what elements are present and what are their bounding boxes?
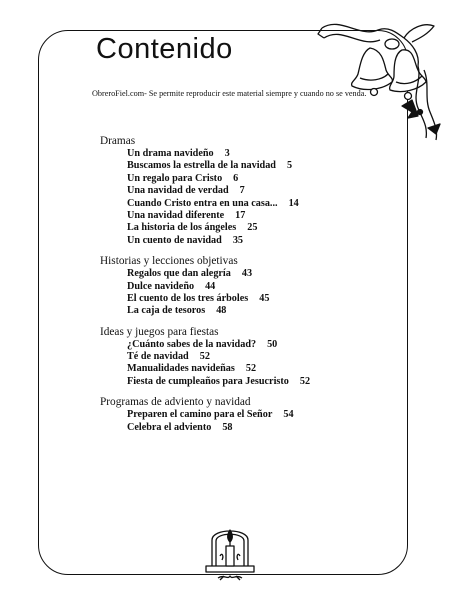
entry-label: Té de navidad: [127, 351, 189, 363]
entry-page: 52: [199, 351, 210, 363]
toc-entry: [127, 160, 310, 172]
toc-entry: [127, 305, 310, 317]
entry-label: Un drama navideño: [127, 148, 214, 159]
entry-label: Manualidades navideñas: [127, 363, 235, 375]
toc-entry: [127, 235, 310, 247]
section-title: Historias y lecciones objetivas: [100, 255, 238, 268]
section-title: Dramas: [100, 135, 136, 147]
toc-entry: [127, 268, 310, 280]
toc-section-ideas: [100, 325, 310, 389]
toc-entry: [127, 198, 310, 210]
toc-entry: [127, 281, 310, 293]
toc-entry: [127, 351, 310, 363]
entry-page: 50: [267, 338, 278, 350]
candle-icon: [200, 522, 260, 588]
section-title: Programas de adviento y navidad: [100, 396, 251, 409]
toc-entry: [127, 173, 310, 185]
toc-entry: [127, 210, 310, 222]
entry-label: ¿Cuánto sabes de la navidad?: [127, 338, 257, 350]
entry-label: La caja de tesoros: [127, 305, 206, 317]
entry-page: 48: [216, 305, 227, 317]
toc-section-programas: [100, 395, 310, 434]
toc-section-dramas: [100, 134, 310, 247]
entry-label: Celebra el adviento: [127, 421, 212, 433]
entry-label: Una navidad diferente: [127, 209, 225, 221]
toc-section-historias: [100, 254, 310, 318]
toc-entry: [127, 222, 310, 234]
entry-label: Un cuento de navidad: [127, 234, 222, 246]
entry-page: 43: [241, 268, 253, 280]
entry-page: 5: [286, 160, 293, 172]
toc-entry: [127, 363, 310, 375]
entry-page: 52: [245, 363, 257, 375]
entry-page: 44: [205, 280, 216, 292]
page-title: Contenido: [96, 33, 233, 65]
entry-page: 6: [233, 172, 239, 184]
entry-page: 7: [239, 185, 245, 197]
section-title: Ideas y juegos para fiestas: [100, 325, 219, 338]
entry-label: Buscamos la estrella de la navidad: [127, 160, 276, 172]
entry-label: Preparen el camino para el Señor: [127, 409, 273, 421]
entry-page: 35: [232, 234, 244, 246]
toc-entry: [127, 339, 310, 351]
entry-page: 52: [299, 375, 311, 387]
toc-entry: [127, 409, 310, 421]
entry-page: 17: [235, 209, 246, 221]
toc-entry: [127, 422, 310, 434]
entry-page: 14: [288, 197, 299, 209]
toc-entry: [127, 293, 310, 305]
entry-label: Regalos que dan alegría: [127, 268, 231, 280]
entry-label: Dulce navideño: [127, 280, 195, 292]
entry-label: Fiesta de cumpleaños para Jesucristo: [127, 375, 289, 387]
entry-page: 54: [283, 409, 294, 421]
table-of-contents: [100, 134, 310, 441]
entry-page: 25: [247, 222, 258, 234]
entry-page: 3: [224, 148, 230, 159]
entry-label: Una navidad de verdad: [127, 185, 229, 197]
copyright-notice: ObreroFiel.com- Se permite reproducir este material siempre y cuando no se venda.: [92, 89, 367, 98]
entry-page: 45: [259, 292, 270, 304]
toc-entry: [127, 185, 310, 197]
toc-entry: [127, 376, 310, 388]
toc-entry: [127, 148, 310, 160]
entry-label: La historia de los ángeles: [127, 222, 237, 234]
entry-label: Un regalo para Cristo: [127, 172, 223, 184]
entry-label: Cuando Cristo entra en una casa...: [127, 197, 278, 209]
entry-label: El cuento de los tres árboles: [127, 292, 249, 304]
entry-page: 58: [222, 421, 233, 433]
christmas-bells-icon: [300, 8, 450, 162]
